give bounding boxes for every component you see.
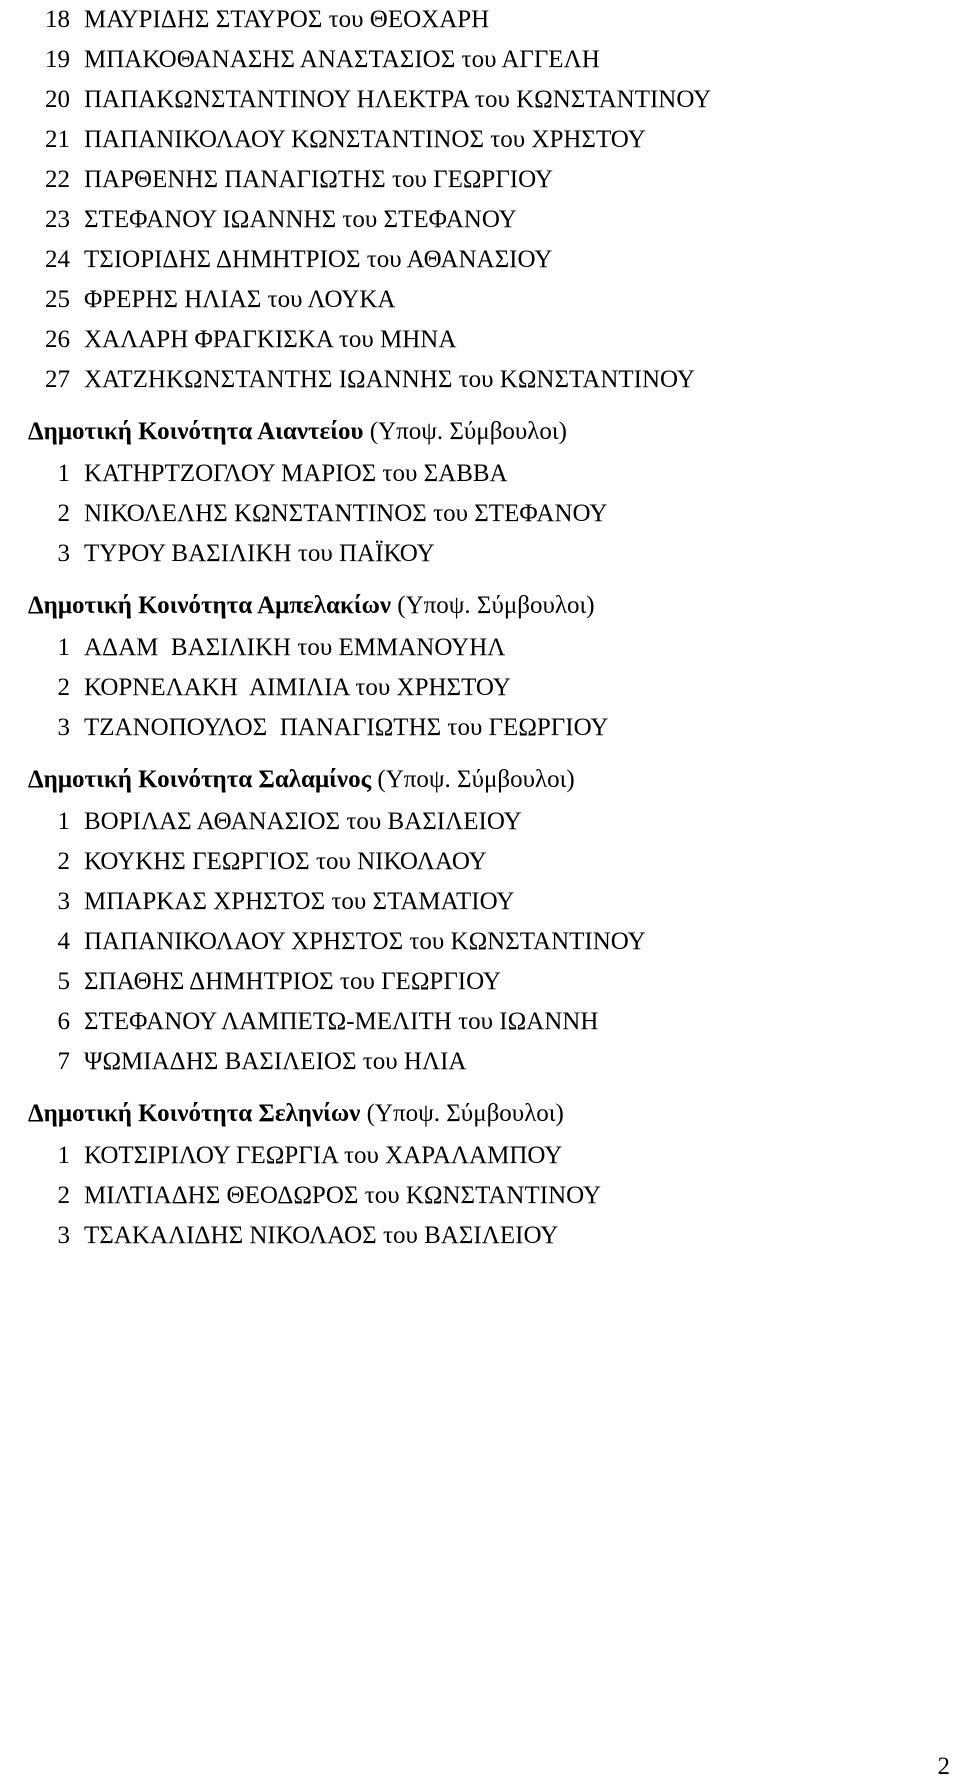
item-name: ΠΑΡΘΕΝΗΣ ΠΑΝΑΓΙΩΤΗΣ του ΓΕΩΡΓΙΟΥ	[84, 166, 553, 193]
list-item	[28, 534, 928, 574]
list-item	[28, 1042, 928, 1082]
item-number: 22	[45, 166, 70, 193]
list-item	[28, 320, 928, 360]
list-item	[28, 200, 928, 240]
item-number: 2	[57, 848, 70, 875]
item-name: ΤΣΑΚΑΛΙΔΗΣ ΝΙΚΟΛΑΟΣ του ΒΑΣΙΛΕΙΟΥ	[84, 1222, 559, 1249]
item-number: 2	[57, 674, 70, 701]
list-item	[28, 962, 928, 1002]
list-item	[28, 160, 928, 200]
list-item	[28, 882, 928, 922]
item-number: 19	[45, 46, 70, 73]
item-name: ΧΑΤΖΗΚΩΝΣΤΑΝΤΗΣ ΙΩΑΝΝΗΣ του ΚΩΝΣΤΑΝΤΙΝΟΥ	[84, 366, 695, 393]
list-item	[28, 1002, 928, 1042]
section-selinion	[28, 1082, 928, 1256]
section-aianteiou	[28, 400, 928, 574]
section-salaminos	[28, 748, 928, 1082]
item-name: ΠΑΠΑΝΙΚΟΛΑΟΥ ΚΩΝΣΤΑΝΤΙΝΟΣ του ΧΡΗΣΤΟΥ	[84, 126, 646, 153]
section-title-rest: (Υποψ. Σύμβουλοι)	[391, 592, 595, 619]
item-number: 2	[57, 500, 70, 527]
item-number: 27	[45, 366, 70, 393]
document-content	[28, 0, 928, 1256]
section-spacer	[28, 574, 928, 584]
section-title	[28, 758, 928, 802]
list-item	[28, 708, 928, 748]
list-item	[28, 80, 928, 120]
list-item	[28, 360, 928, 400]
item-number: 1	[57, 634, 70, 661]
item-number: 2	[57, 1182, 70, 1209]
list-item	[28, 240, 928, 280]
list-item	[28, 922, 928, 962]
item-number: 6	[57, 1008, 70, 1035]
item-name: ΑΔΑΜ ΒΑΣΙΛΙΚΗ του ΕΜΜΑΝΟΥΗΛ	[84, 634, 506, 661]
item-name: ΜΙΛΤΙΑΔΗΣ ΘΕΟΔΩΡΟΣ του ΚΩΝΣΤΑΝΤΙΝΟΥ	[84, 1182, 601, 1209]
item-name: ΜΑΥΡΙΔΗΣ ΣΤΑΥΡΟΣ του ΘΕΟΧΑΡΗ	[84, 6, 490, 33]
list-item	[28, 1216, 928, 1256]
section-title-bold: Δημοτική Κοινότητα Σαλαμίνος	[28, 766, 372, 793]
item-number: 23	[45, 206, 70, 233]
item-number: 1	[57, 1142, 70, 1169]
list-item	[28, 628, 928, 668]
section-spacer	[28, 748, 928, 758]
page-number: 2	[937, 1753, 950, 1780]
item-number: 20	[45, 86, 70, 113]
section-title	[28, 410, 928, 454]
section-title	[28, 1092, 928, 1136]
item-name: ΤΣΙΟΡΙΔΗΣ ΔΗΜΗΤΡΙΟΣ του ΑΘΑΝΑΣΙΟΥ	[84, 246, 553, 273]
item-number: 24	[45, 246, 70, 273]
item-name: ΚΟΥΚΗΣ ΓΕΩΡΓΙΟΣ του ΝΙΚΟΛΑΟΥ	[84, 848, 487, 875]
candidate-list-main	[28, 0, 928, 400]
section-spacer	[28, 400, 928, 410]
list-item	[28, 40, 928, 80]
section-title-rest: (Υποψ. Σύμβουλοι)	[371, 766, 575, 793]
section-title-bold: Δημοτική Κοινότητα Αιαντείου	[28, 418, 364, 445]
item-number: 7	[57, 1048, 70, 1075]
item-name: ΣΠΑΘΗΣ ΔΗΜΗΤΡΙΟΣ του ΓΕΩΡΓΙΟΥ	[84, 968, 501, 995]
section-title-rest: (Υποψ. Σύμβουλοι)	[360, 1100, 564, 1127]
item-number: 18	[45, 6, 70, 33]
item-number: 4	[57, 928, 70, 955]
item-name: ΣΤΕΦΑΝΟΥ ΙΩΑΝΝΗΣ του ΣΤΕΦΑΝΟΥ	[84, 206, 517, 233]
item-number: 3	[57, 1222, 70, 1249]
list-item	[28, 494, 928, 534]
list-item	[28, 1136, 928, 1176]
item-name: ΠΑΠΑΚΩΝΣΤΑΝΤΙΝΟΥ ΗΛΕΚΤΡΑ του ΚΩΝΣΤΑΝΤΙΝΟΥ	[84, 86, 712, 113]
item-number: 3	[57, 714, 70, 741]
item-number: 1	[57, 460, 70, 487]
list-item	[28, 668, 928, 708]
list-item	[28, 802, 928, 842]
item-number: 3	[57, 540, 70, 567]
item-number: 5	[57, 968, 70, 995]
item-name: ΚΟΤΣΙΡΙΛΟΥ ΓΕΩΡΓΙΑ του ΧΑΡΑΛΑΜΠΟΥ	[84, 1142, 563, 1169]
item-name: ΜΠΑΡΚΑΣ ΧΡΗΣΤΟΣ του ΣΤΑΜΑΤΙΟΥ	[84, 888, 515, 915]
list-item	[28, 1176, 928, 1216]
item-name: ΒΟΡΙΛΑΣ ΑΘΑΝΑΣΙΟΣ του ΒΑΣΙΛΕΙΟΥ	[84, 808, 522, 835]
item-name: ΝΙΚΟΛΕΛΗΣ ΚΩΝΣΤΑΝΤΙΝΟΣ του ΣΤΕΦΑΝΟΥ	[84, 500, 608, 527]
section-title	[28, 584, 928, 628]
section-title-bold: Δημοτική Κοινότητα Αμπελακίων	[28, 592, 392, 619]
section-ampelakion	[28, 574, 928, 748]
item-number: 25	[45, 286, 70, 313]
item-name: ΤΖΑΝΟΠΟΥΛΟΣ ΠΑΝΑΓΙΩΤΗΣ του ΓΕΩΡΓΙΟΥ	[84, 714, 609, 741]
list-item	[28, 454, 928, 494]
item-name: ΤΥΡΟΥ ΒΑΣΙΛΙΚΗ του ΠΑΪΚΟΥ	[84, 540, 435, 567]
item-number: 1	[57, 808, 70, 835]
section-title-bold: Δημοτική Κοινότητα Σεληνίων	[28, 1100, 361, 1127]
list-item	[28, 842, 928, 882]
item-name: ΨΩΜΙΑΔΗΣ ΒΑΣΙΛΕΙΟΣ του ΗΛΙΑ	[84, 1048, 467, 1075]
list-item	[28, 0, 928, 40]
section-title-rest: (Υποψ. Σύμβουλοι)	[363, 418, 567, 445]
item-name: ΠΑΠΑΝΙΚΟΛΑΟΥ ΧΡΗΣΤΟΣ του ΚΩΝΣΤΑΝΤΙΝΟΥ	[84, 928, 646, 955]
list-item	[28, 280, 928, 320]
item-number: 3	[57, 888, 70, 915]
item-name: ΚΟΡΝΕΛΑΚΗ ΑΙΜΙΛΙΑ του ΧΡΗΣΤΟΥ	[84, 674, 511, 701]
item-name: ΜΠΑΚΟΘΑΝΑΣΗΣ ΑΝΑΣΤΑΣΙΟΣ του ΑΓΓΕΛΗ	[84, 46, 600, 73]
item-name: ΚΑΤΗΡΤΖΟΓΛΟΥ ΜΑΡΙΟΣ του ΣΑΒΒΑ	[84, 460, 508, 487]
item-name: ΦΡΕΡΗΣ ΗΛΙΑΣ του ΛΟΥΚΑ	[84, 286, 396, 313]
item-name: ΣΤΕΦΑΝΟΥ ΛΑΜΠΕΤΩ-ΜΕΛΙΤΗ του ΙΩΑΝΝΗ	[84, 1008, 599, 1035]
item-number: 21	[45, 126, 70, 153]
item-name: ΧΑΛΑΡΗ ΦΡΑΓΚΙΣΚΑ του ΜΗΝΑ	[84, 326, 457, 353]
list-item	[28, 120, 928, 160]
item-number: 26	[45, 326, 70, 353]
section-spacer	[28, 1082, 928, 1092]
